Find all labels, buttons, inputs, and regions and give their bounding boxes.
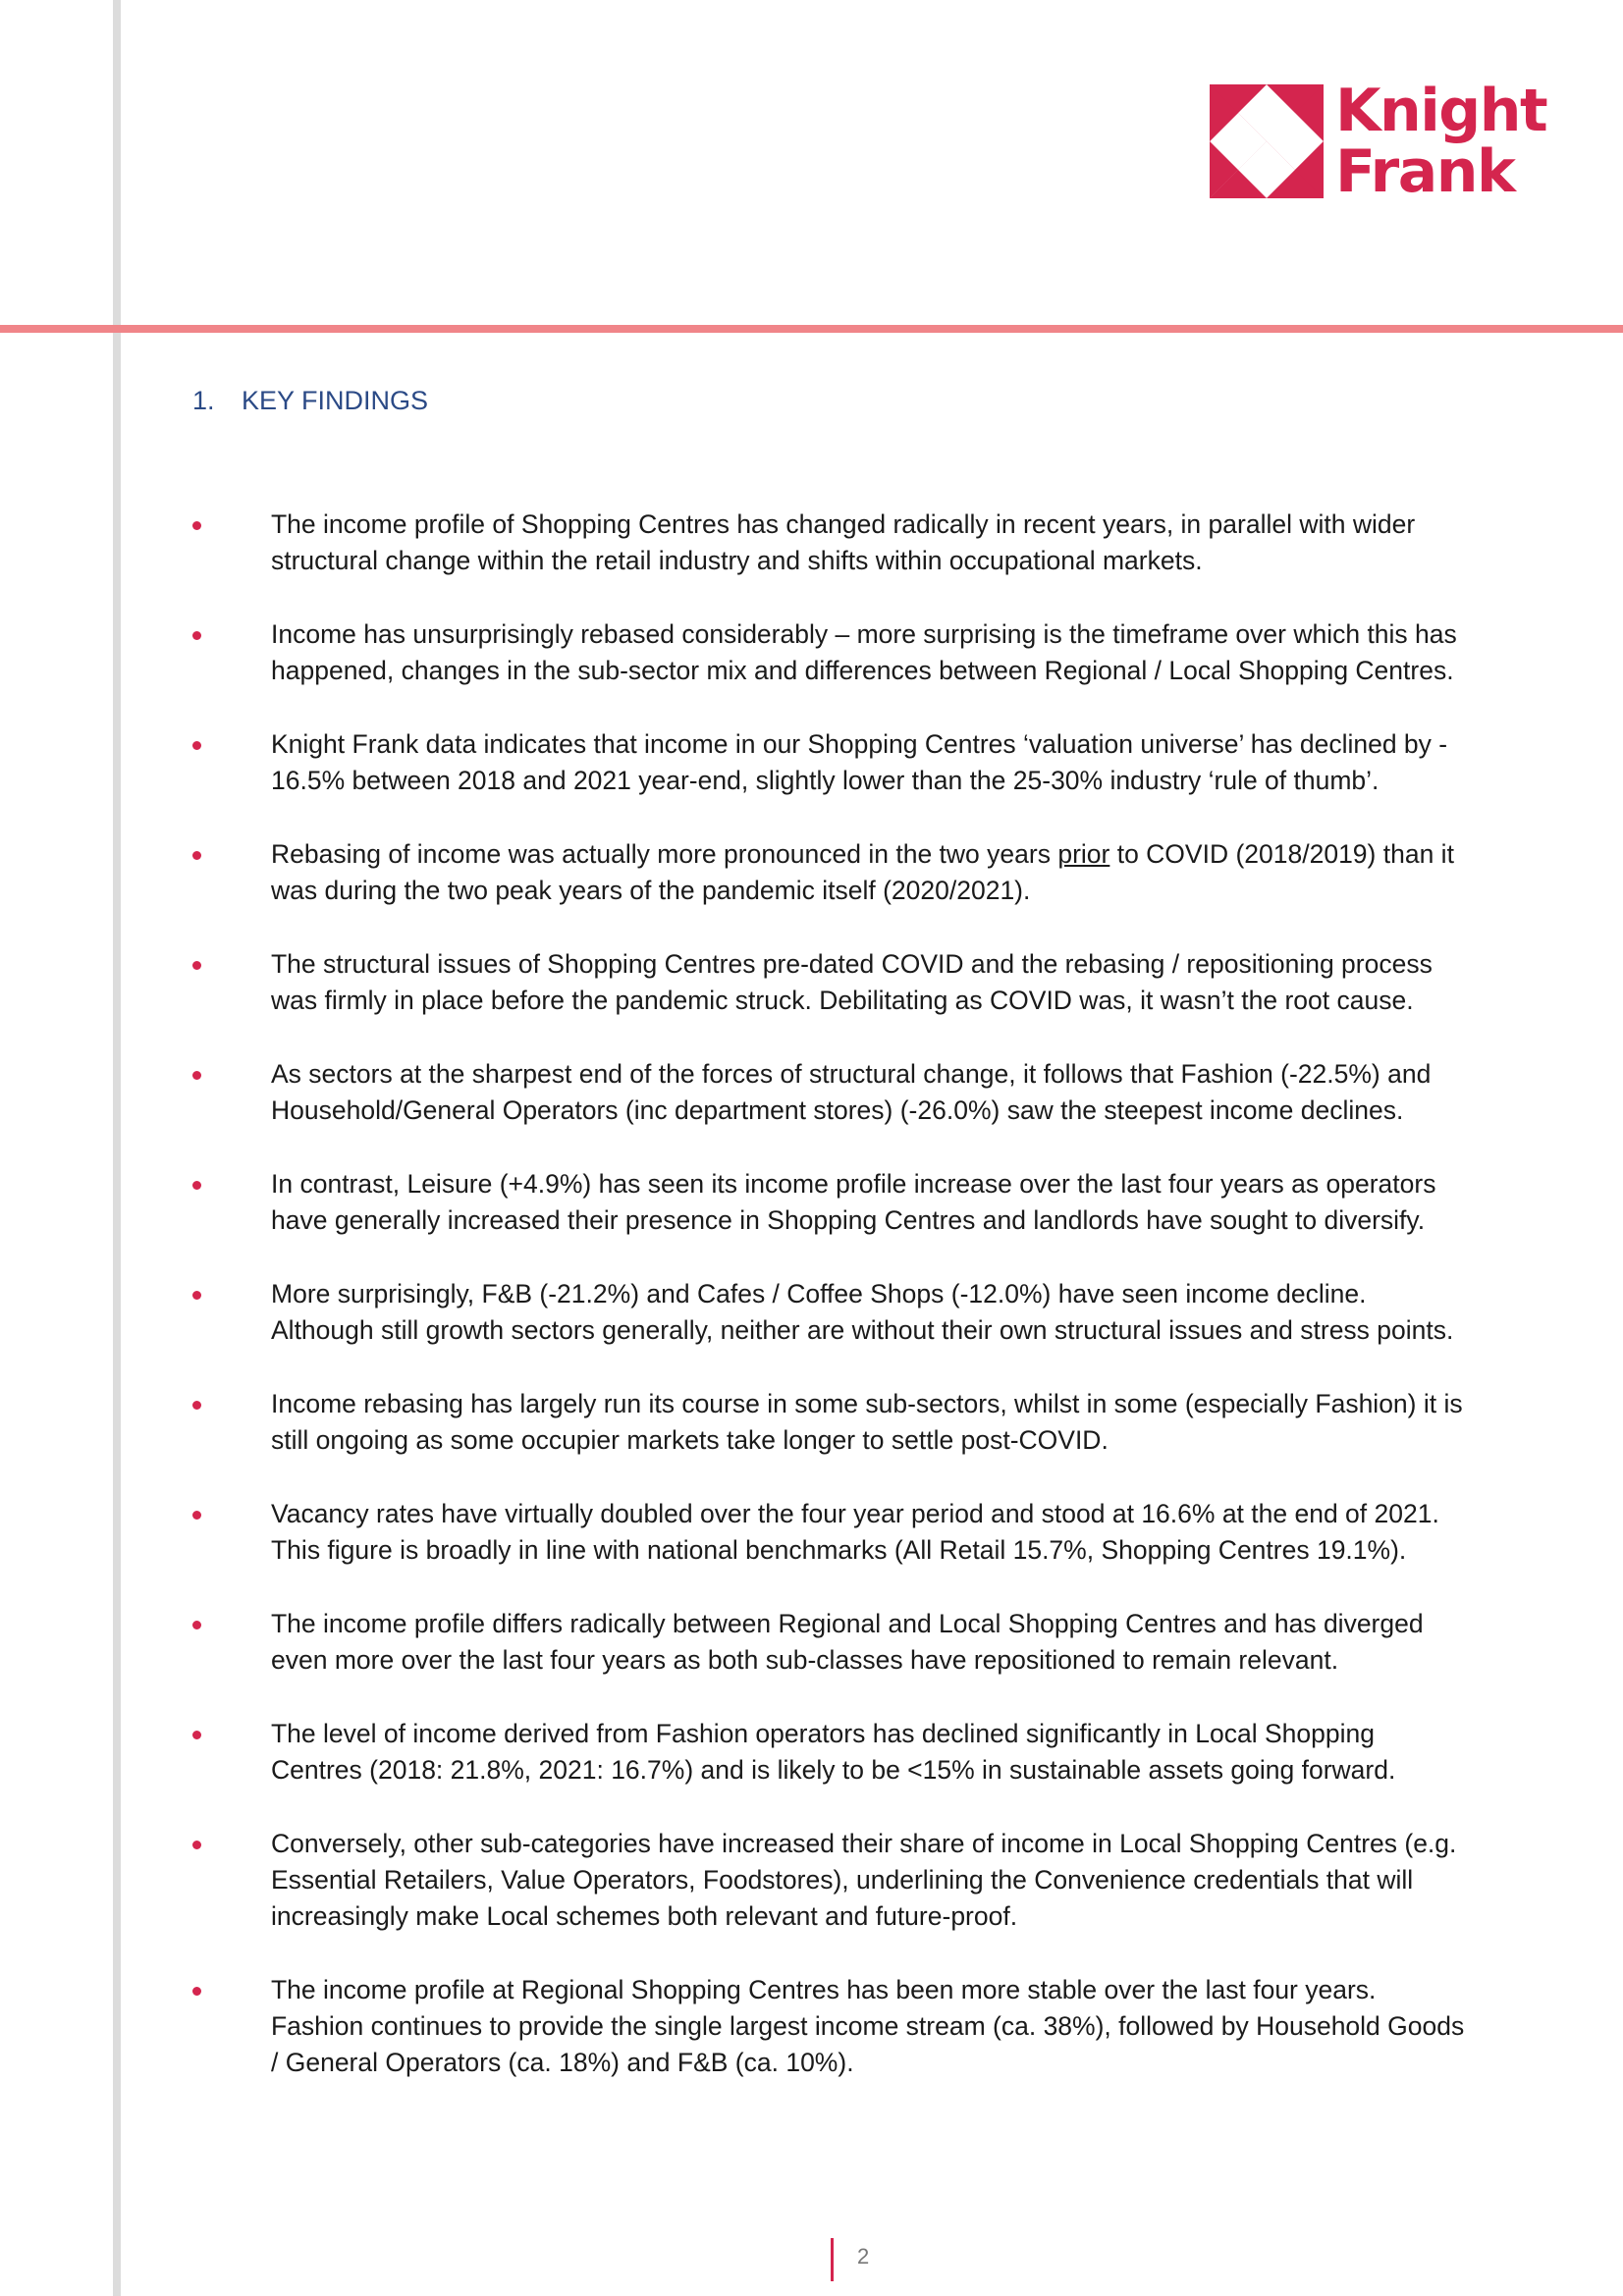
- bullet-icon: [192, 961, 201, 970]
- finding-text: The income profile differs radically between Regional and Local Shopping Centres and has diverged even more over the last four years as both sub-classes have repositioned to remain relevant.: [271, 1609, 1424, 1675]
- section-number: 1.: [192, 386, 215, 415]
- finding-text: More surprisingly, F&B (-21.2%) and Cafes / Coffee Shops (-12.0%) have seen income decline. Although still growth sectors generally, neither are without their own structural issues and stress points.: [271, 1279, 1454, 1345]
- bullet-icon: [192, 1291, 201, 1300]
- finding-text: The level of income derived from Fashion operators has declined significantly in Local Shopping Centres (2018: 21.8%, 2021: 16.7%) and is likely to be <15% in sustainable assets going forward.: [271, 1719, 1396, 1785]
- finding-text: The income profile at Regional Shopping Centres has been more stable over the last four years. Fashion continues to provide the single largest income stream (ca. 38%), followed by Household Goods / General Operators (ca. 18%) and F&B (ca. 10%).: [271, 1975, 1465, 2077]
- footer-divider: [831, 2238, 834, 2281]
- finding-text: Vacancy rates have virtually doubled over the four year period and stood at 16.6% at the end of 2021. This figure is broadly in line with national benchmarks (All Retail 15.7%, Shopping Centres 19.1%).: [271, 1499, 1439, 1565]
- finding-text-part: to COVID (2018/2019) than it was during the two peak years of the pandemic itself (2020/2021).: [271, 839, 1454, 905]
- finding-text: The income profile of Shopping Centres has changed radically in recent years, in parallel with wider structural change within the retail industry and shifts within occupational markets.: [271, 509, 1416, 575]
- finding-text-part: Rebasing of income was actually more pronounced in the two years: [271, 839, 1058, 869]
- finding-text: As sectors at the sharpest end of the forces of structural change, it follows that Fashion (-22.5%) and Household/General Operators (inc department stores) (-26.0%) saw the steepest income declines.: [271, 1059, 1432, 1125]
- wordmark-line-2: Frank: [1335, 137, 1515, 206]
- finding-text: Income rebasing has largely run its course in some sub-sectors, whilst in some (especially Fashion) it is still ongoing as some occupier markets take longer to settle post-COVID.: [271, 1389, 1463, 1455]
- bullet-icon: [192, 631, 201, 640]
- bullet-icon: [192, 1621, 201, 1629]
- bullet-icon: [192, 1987, 201, 1996]
- wordmark-line-1: Knight: [1335, 77, 1547, 145]
- finding-text: Conversely, other sub-categories have increased their share of income in Local Shopping Centres (e.g. Essential Retailers, Value Operators, Foodstores), underlining the Convenience credentials that will increasingly make Local schemes both relevant and future-proof.: [271, 1829, 1457, 1931]
- bullet-icon: [192, 1841, 201, 1849]
- bullet-icon: [192, 1401, 201, 1410]
- finding-underlined-word: prior: [1057, 839, 1110, 869]
- finding-text: Income has unsurprisingly rebased considerably – more surprising is the timeframe over which this has happened, changes in the sub-sector mix and differences between Regional / Local Shopping Centres.: [271, 619, 1457, 685]
- bullet-icon: [192, 741, 201, 750]
- bullet-icon: [192, 1181, 201, 1190]
- section-title: KEY FINDINGS: [242, 386, 429, 415]
- finding-text: [271, 836, 1532, 909]
- finding-text: In contrast, Leisure (+4.9%) has seen its income profile increase over the last four years as operators have generally increased their presence in Shopping Centres and landlords have sought to diversify.: [271, 1169, 1436, 1235]
- bullet-icon: [192, 521, 201, 530]
- bullet-icon: [192, 1511, 201, 1520]
- bullet-icon: [192, 851, 201, 860]
- bullet-icon: [192, 1731, 201, 1739]
- bullet-icon: [192, 1071, 201, 1080]
- finding-text: Knight Frank data indicates that income in our Shopping Centres ‘valuation universe’ has declined by - 16.5% between 2018 and 2021 year-end, slightly lower than the 25-30% industry ‘rule of thumb’.: [271, 729, 1448, 795]
- finding-text: The structural issues of Shopping Centres pre-dated COVID and the rebasing / repositioning process was firmly in place before the pandemic struck. Debilitating as COVID was, it wasn’t the root cause.: [271, 949, 1433, 1015]
- page-number: 2: [857, 2244, 870, 2269]
